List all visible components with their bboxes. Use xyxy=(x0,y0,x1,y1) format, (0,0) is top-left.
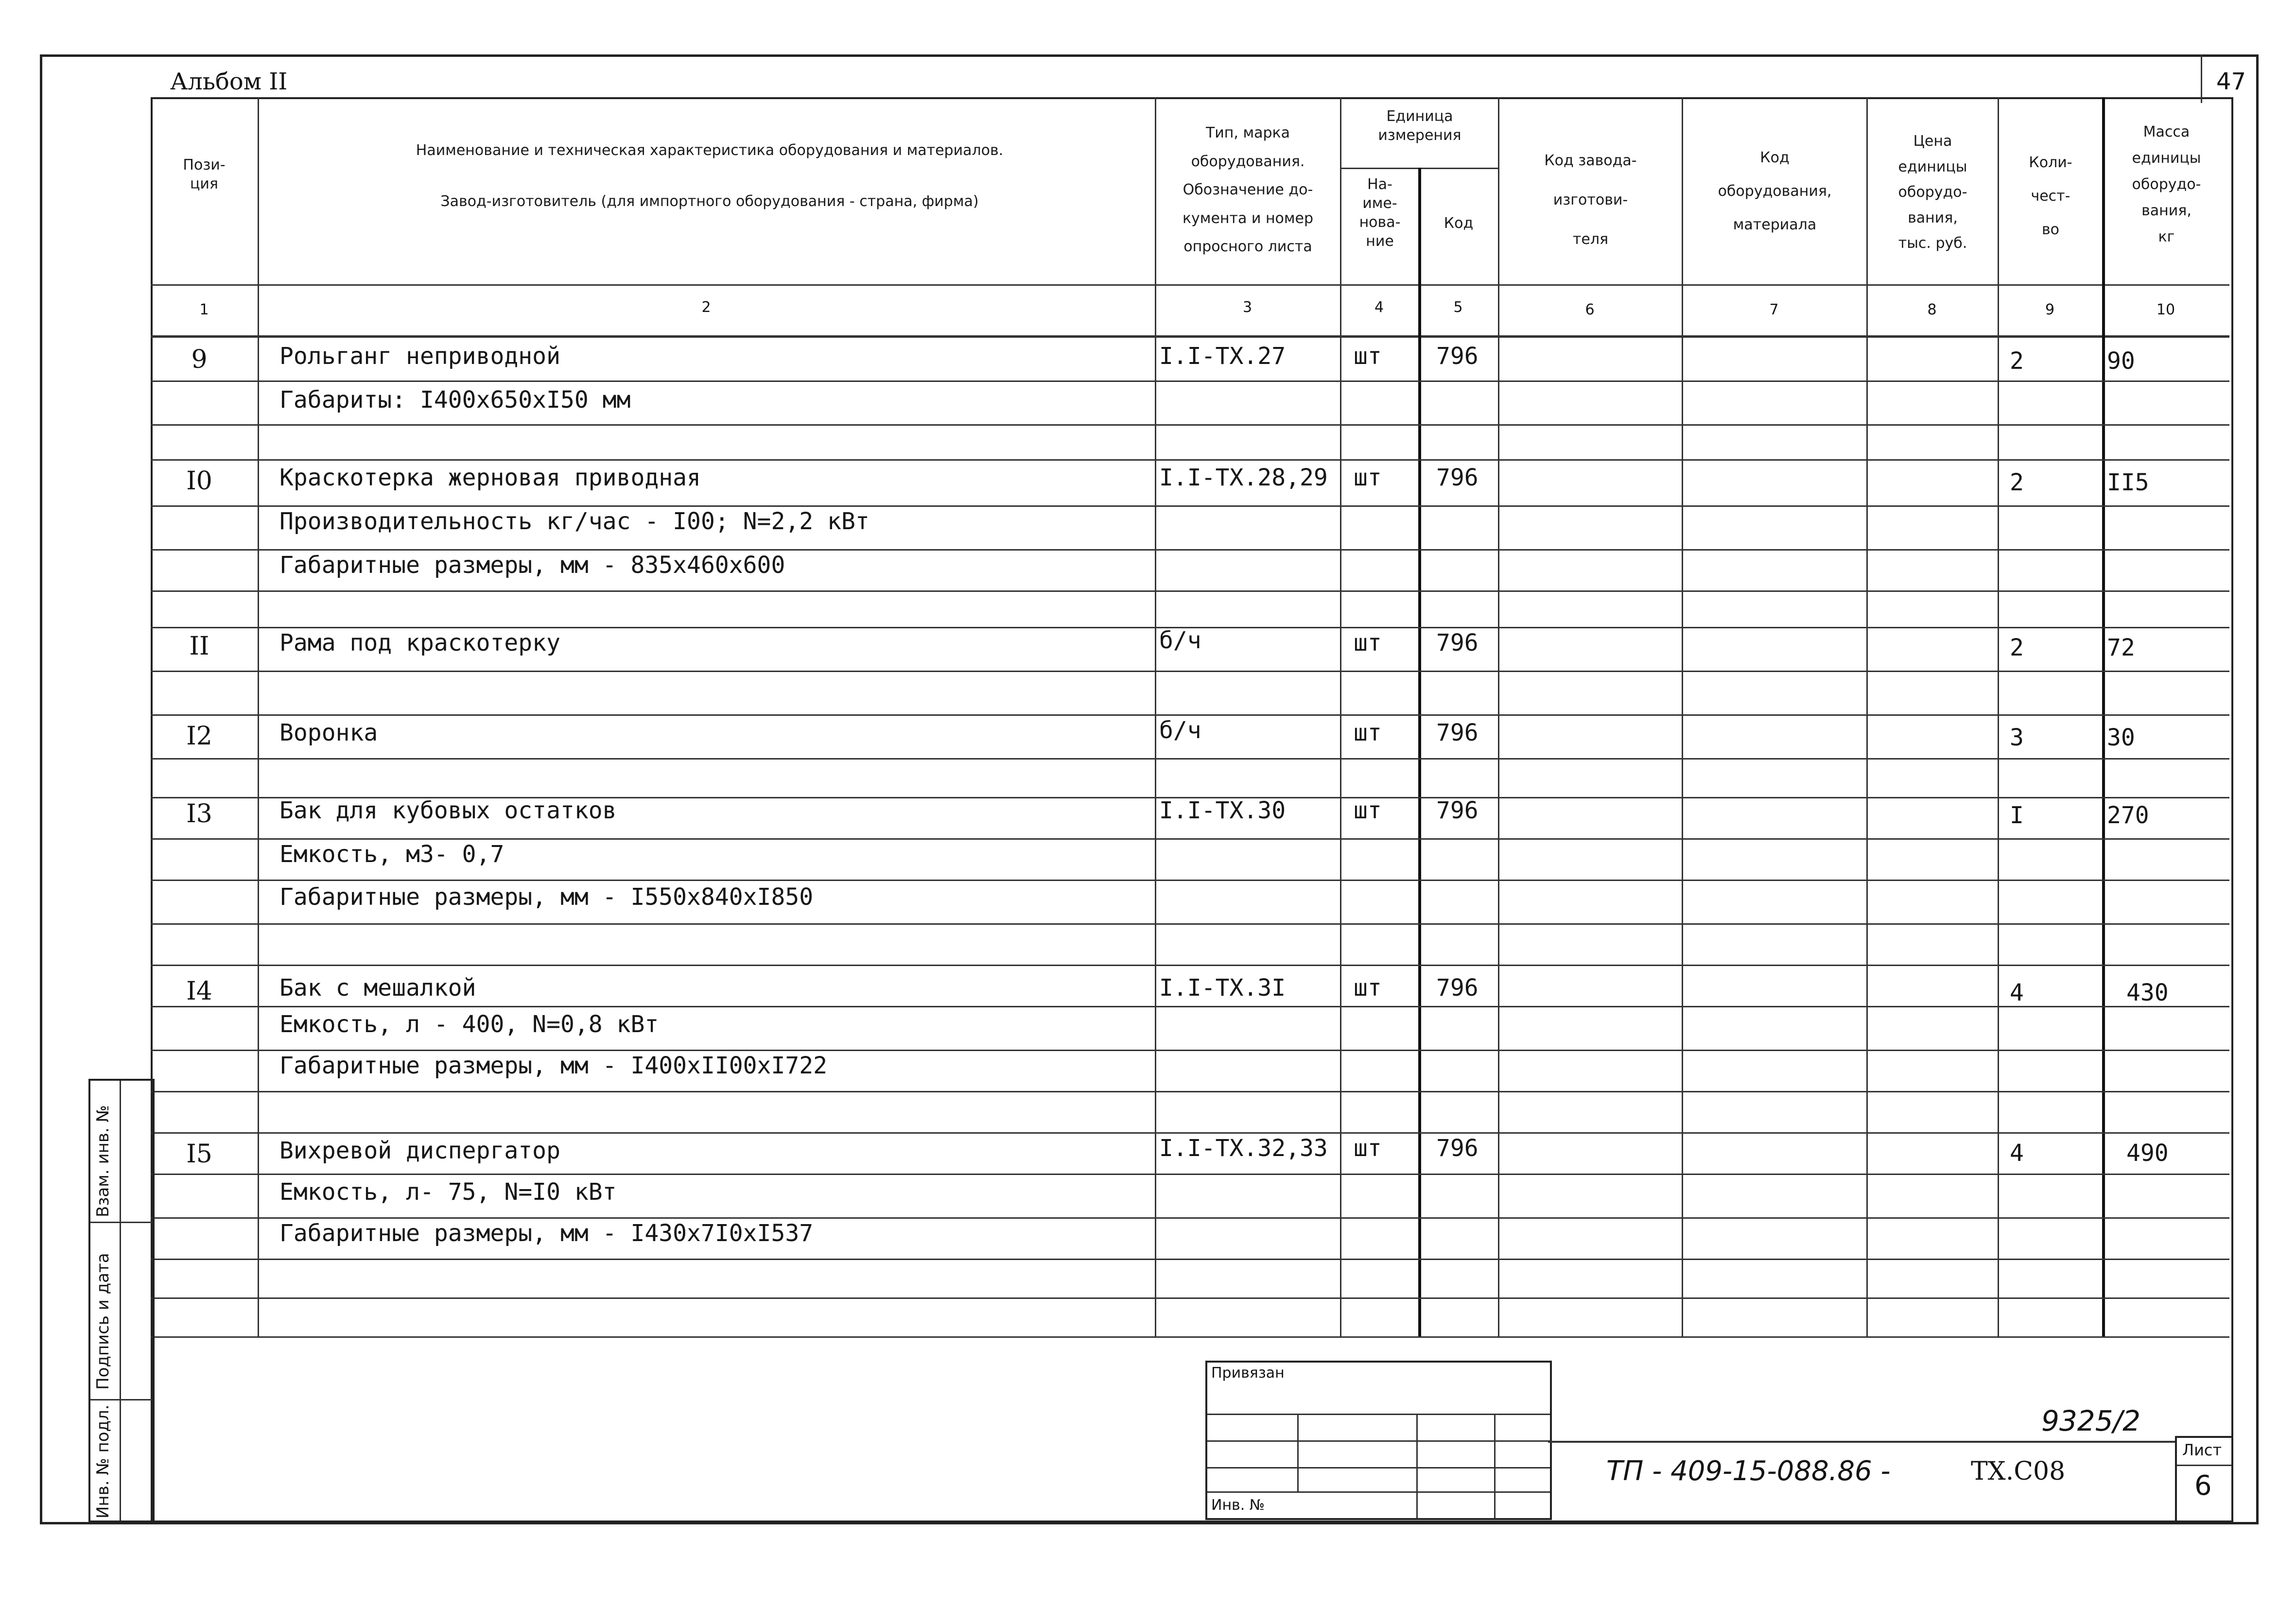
colnum-10: 10 xyxy=(2156,301,2175,318)
side-stamp-inv-no: Инв. № подл. xyxy=(93,1404,113,1519)
side-stamp-podpis-data: Подпись и дата xyxy=(93,1253,113,1390)
col-line-1 xyxy=(258,97,259,1336)
item-unit-code: 796 xyxy=(1436,343,1478,370)
item-quantity: 3 xyxy=(2010,724,2024,751)
item-detail: Емкость, л - 400, N=0,8 кВт xyxy=(279,1011,659,1038)
item-quantity: 2 xyxy=(2010,469,2024,496)
stamp-inv-no-label: Инв. № xyxy=(1211,1497,1265,1514)
item-mark: I.I-ТХ.28,29 xyxy=(1159,464,1328,491)
header-position: Пози- ция xyxy=(183,156,226,192)
item-unit-code: 796 xyxy=(1436,719,1478,746)
col-line-9 xyxy=(2102,97,2105,1336)
colnum-9: 9 xyxy=(2045,301,2055,318)
album-title: Альбом II xyxy=(170,68,288,95)
drawing-code: ТП - 409-15-088.86 - xyxy=(1606,1455,1891,1487)
item-name: Рольганг неприводной xyxy=(279,343,560,370)
item-name: Бак с мешалкой xyxy=(279,974,476,1002)
col-line-8 xyxy=(1998,97,1999,1336)
item-unit: шт xyxy=(1354,719,1382,746)
header-equipment-code: Код оборудования, материала xyxy=(1718,149,1832,233)
item-unit: шт xyxy=(1354,629,1382,657)
item-name: Рама под краскотерку xyxy=(279,629,560,657)
item-mark: I.I-ТХ.32,33 xyxy=(1159,1135,1328,1162)
colnum-7: 7 xyxy=(1769,301,1779,318)
item-mass: II5 xyxy=(2107,469,2149,496)
item-mark: б/ч xyxy=(1159,717,1201,744)
item-unit-code: 796 xyxy=(1436,797,1478,824)
sheet-number: 6 xyxy=(2194,1470,2212,1502)
colnum-bottom-line xyxy=(151,335,2229,338)
item-unit-code: 796 xyxy=(1436,629,1478,657)
item-position: I4 xyxy=(186,977,212,1006)
item-mark: I.I-ТХ.30 xyxy=(1159,797,1286,824)
header-bottom-line xyxy=(151,284,2229,286)
col-line-7 xyxy=(1866,97,1868,1336)
page-number: 47 xyxy=(2216,68,2246,95)
item-quantity: 4 xyxy=(2010,979,2024,1006)
page-number-divider xyxy=(2201,54,2202,103)
header-quantity: Коли- чест- во xyxy=(2029,154,2072,238)
item-quantity: 2 xyxy=(2010,347,2024,375)
header-price: Цена единицы оборудо- вания, тыс. руб. xyxy=(1898,133,1967,252)
header-factory-code: Код завода- изготови- теля xyxy=(1544,152,1637,248)
item-name: Бак для кубовых остатков xyxy=(279,797,617,824)
item-unit: шт xyxy=(1354,343,1382,370)
item-detail: Емкость, л- 75, N=I0 кВт xyxy=(279,1178,617,1206)
item-detail: Габаритные размеры, мм - I430x7I0xI537 xyxy=(279,1220,814,1247)
item-quantity: 2 xyxy=(2010,634,2024,661)
header-unit-group: Единица измерения xyxy=(1378,108,1461,144)
item-detail: Габаритные размеры, мм - I400xII00xI722 xyxy=(279,1052,828,1079)
col-line-5 xyxy=(1498,97,1499,1336)
colnum-1: 1 xyxy=(199,301,209,318)
title-block-top-line xyxy=(1548,1441,2175,1443)
item-name: Воронка xyxy=(279,719,378,746)
col-line-3 xyxy=(1340,97,1341,1336)
header-unit-code: Код xyxy=(1444,215,1474,232)
header-name-line2: Завод-изготовитель (для импортного оборудования - страна, фирма) xyxy=(440,193,979,210)
privyazan-block xyxy=(1205,1361,1552,1520)
item-position: II xyxy=(189,632,209,661)
item-detail: Производительность кг/час - I00; N=2,2 кВт xyxy=(279,508,870,535)
item-position: I0 xyxy=(186,467,212,496)
item-detail: Габаритные размеры, мм - 835x460x600 xyxy=(279,552,785,579)
header-name-line1: Наименование и техническая характеристика оборудования и материалов. xyxy=(416,142,1004,159)
item-unit: шт xyxy=(1354,464,1382,491)
item-unit-code: 796 xyxy=(1436,464,1478,491)
item-detail: Емкость, м3- 0,7 xyxy=(279,841,504,868)
item-mark: I.I-ТХ.3I xyxy=(1159,974,1286,1002)
item-mass: 30 xyxy=(2107,724,2135,751)
item-position: 9 xyxy=(191,345,208,374)
item-unit: шт xyxy=(1354,1135,1382,1162)
col-line-6 xyxy=(1682,97,1683,1336)
item-mass: 490 xyxy=(2126,1140,2169,1167)
colnum-4: 4 xyxy=(1374,299,1384,316)
item-quantity: 4 xyxy=(2010,1140,2024,1167)
privyazan-label: Привязан xyxy=(1211,1365,1285,1382)
item-position: I5 xyxy=(186,1140,212,1169)
item-name: Вихревой диспергатор xyxy=(279,1137,560,1164)
side-stamp-vzam-inv: Взам. инв. № xyxy=(93,1105,113,1217)
item-mass: 90 xyxy=(2107,347,2135,375)
header-unit-name: На- име- нова- ние xyxy=(1359,176,1401,250)
col-line-2 xyxy=(1155,97,1156,1336)
item-detail: Габаритные размеры, мм - I550x840xI850 xyxy=(279,883,814,911)
header-mass: Масса единицы оборудо- вания, кг xyxy=(2132,123,2201,245)
item-position: I2 xyxy=(186,722,212,751)
sheet-label: Лист xyxy=(2182,1441,2222,1459)
item-unit-code: 796 xyxy=(1436,1135,1478,1162)
item-mark: I.I-ТХ.27 xyxy=(1159,343,1286,370)
handwritten-number: 9325/2 xyxy=(2041,1404,2141,1437)
colnum-3: 3 xyxy=(1242,299,1252,316)
item-quantity: I xyxy=(2010,802,2024,829)
colnum-5: 5 xyxy=(1453,299,1463,316)
item-unit: шт xyxy=(1354,797,1382,824)
col-line-4 xyxy=(1418,168,1421,1336)
colnum-8: 8 xyxy=(1927,301,1937,318)
item-name: Краскотерка жерновая приводная xyxy=(279,464,701,491)
item-position: I3 xyxy=(186,799,212,829)
colnum-2: 2 xyxy=(701,299,711,316)
header-mark: Тип, марка оборудования. Обозначение до- кумента и номер опросного листа xyxy=(1182,124,1314,255)
item-mark: б/ч xyxy=(1159,627,1201,654)
item-unit: шт xyxy=(1354,974,1382,1002)
item-mass: 270 xyxy=(2107,802,2149,829)
drawing-section: ТХ.С08 xyxy=(1971,1457,2066,1486)
colnum-6: 6 xyxy=(1585,301,1595,318)
item-mass: 72 xyxy=(2107,634,2135,661)
item-mass: 430 xyxy=(2126,979,2169,1006)
item-detail: Габариты: I400x650xI50 мм xyxy=(279,386,631,414)
item-unit-code: 796 xyxy=(1436,974,1478,1002)
